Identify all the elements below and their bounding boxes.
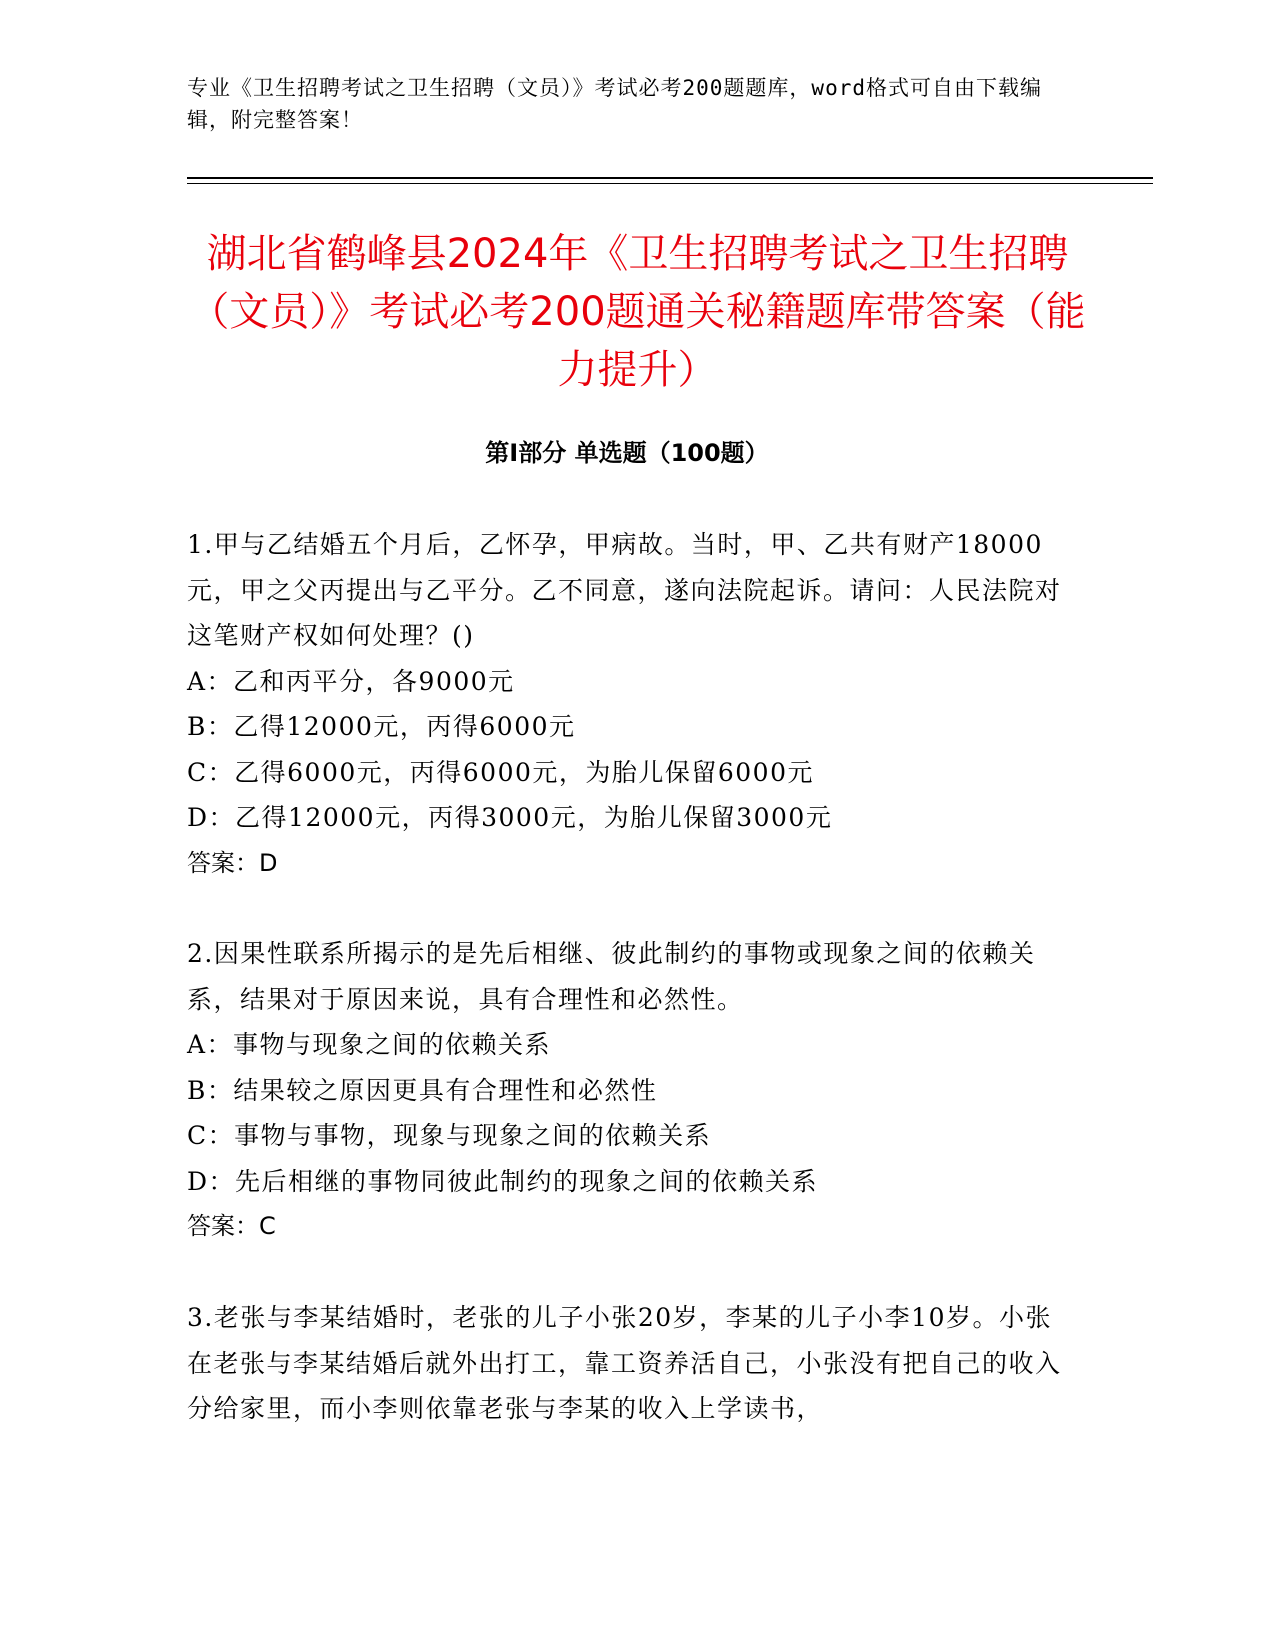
header-note: 专业《卫生招聘考试之卫生招聘（文员）》考试必考200题题库，word格式可自由下载编辑，附完整答案！	[187, 76, 1042, 132]
option-a: A：乙和丙平分，各9000元	[187, 666, 515, 696]
option-b: B：乙得12000元，丙得6000元	[187, 712, 576, 741]
option-d: D：先后相继的事物同彼此制约的现象之间的依赖关系	[187, 1166, 819, 1196]
question-2	[187, 931, 1067, 1249]
document-title: 湖北省鹤峰县2024年《卫生招聘考试之卫生招聘（文员）》考试必考200题通关秘籍题库带答案（能力提升）	[189, 231, 1086, 393]
question-stem: 1.甲与乙结婚五个月后，乙怀孕，甲病故。当时，甲、乙共有财产18000元，甲之父丙提出与乙平分。乙不同意，遂向法院起诉。请问：人民法院对这笔财产权如何处理？()	[187, 530, 1062, 650]
answer-line: 答案：D	[187, 848, 278, 877]
answer-line: 答案：C	[187, 1212, 276, 1240]
option-d: D：乙得12000元，丙得3000元，为胎儿保留3000元	[187, 803, 833, 832]
header-divider-thick	[187, 177, 1153, 179]
question-stem: 3.老张与李某结婚时，老张的儿子小张20岁，李某的儿子小李10岁。小张在老张与李某结婚后就外出打工，靠工资养活自己，小张没有把自己的收入分给家里，而小李则依靠老张与李某的收入上学读书，	[187, 1303, 1062, 1423]
question-stem: 2.因果性联系所揭示的是先后相继、彼此制约的事物或现象之间的依赖关系，结果对于原因来说，具有合理性和必然性。	[187, 939, 1036, 1014]
header-divider-thin	[187, 183, 1153, 184]
section-heading: 第Ⅰ部分 单选题（100题）	[485, 439, 769, 467]
question-3	[187, 1295, 1067, 1432]
question-1	[187, 522, 1067, 886]
option-b: B：结果较之原因更具有合理性和必然性	[187, 1075, 658, 1105]
option-c: C：事物与事物，现象与现象之间的依赖关系	[187, 1121, 712, 1150]
option-c: C：乙得6000元，丙得6000元，为胎儿保留6000元	[187, 757, 814, 787]
option-a: A：事物与现象之间的依赖关系	[187, 1030, 552, 1059]
